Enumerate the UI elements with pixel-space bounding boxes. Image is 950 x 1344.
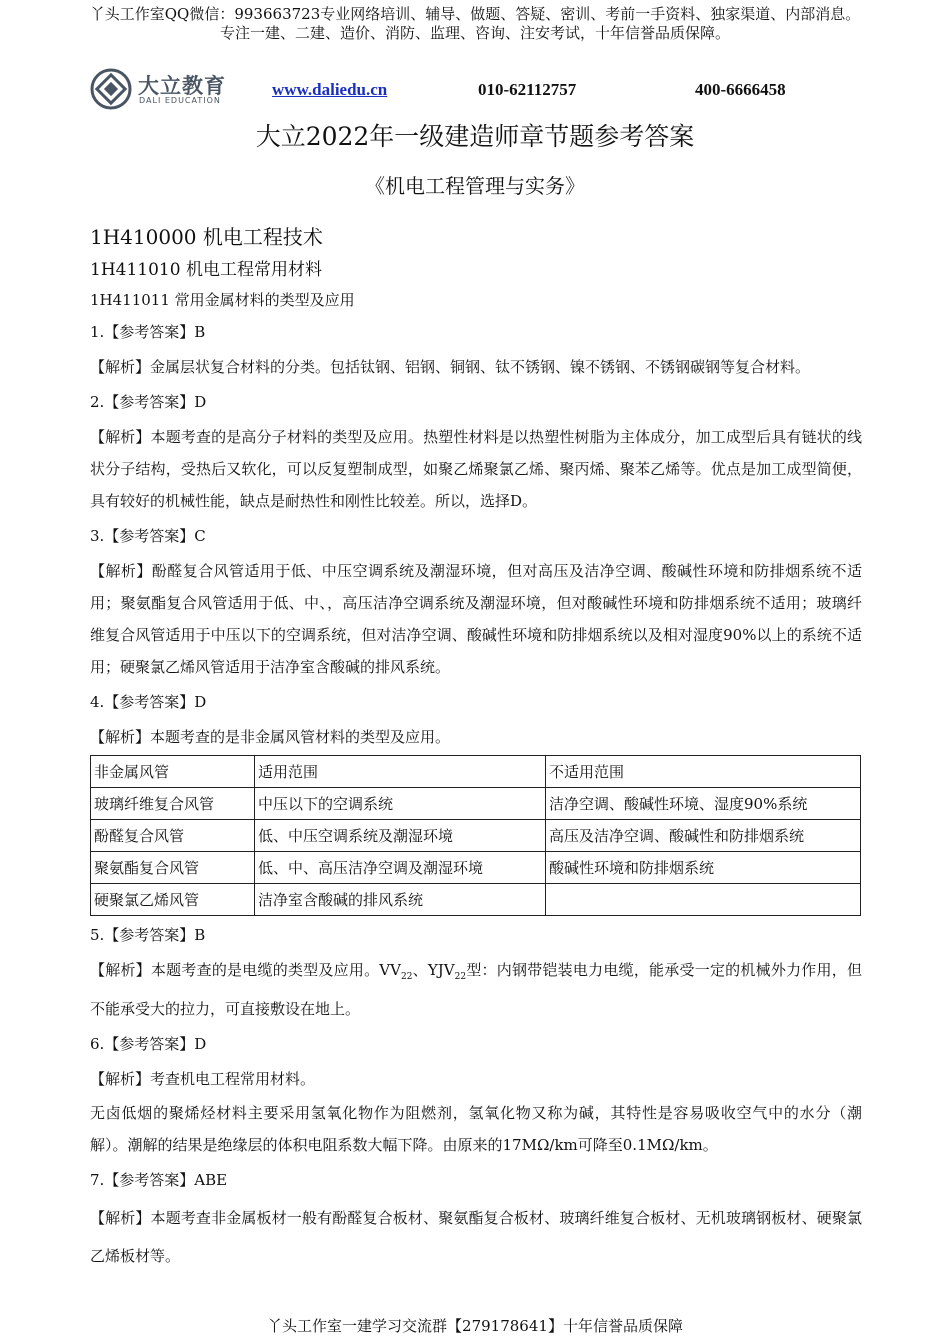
bottom-banner: 丫头工作室一建学习交流群【279178641】十年信誉品质保障 <box>267 1317 683 1335</box>
table-cell: 中压以下的空调系统 <box>255 788 546 820</box>
answer-3: 3.【参考答案】C <box>90 527 206 545</box>
table-cell: 洁净室含酸碱的排风系统 <box>255 884 546 916</box>
answer-4: 4.【参考答案】D <box>90 693 207 711</box>
table-cell: 高压及洁净空调、酸碱性和防排烟系统 <box>546 820 861 852</box>
explanation-3: 【解析】酚醛复合风管适用于低、中压空调系统及潮湿环境，但对高压及洁净空调、酸碱性环境和防排烟系统不适用；聚氨酯复合风管适用于低、中、，高压洁净空调系统及潮湿环境，但对酸碱性环境和防排烟系统不适用；玻璃纤维复合风管适用于中压以下的空调系统，但对洁净空调、酸碱性环境和防排烟系统以及相对湿度90%以上的系统不适用；硬聚氯乙烯风管适用于洁净室含酸碱的排风系统。 <box>90 562 862 676</box>
table-cell: 洁净空调、酸碱性环境、湿度90%系统 <box>546 788 861 820</box>
table-cell: 低、中、高压洁净空调及潮湿环境 <box>255 852 546 884</box>
explanation-4: 【解析】本题考查的是非金属风管材料的类型及应用。 <box>90 728 451 746</box>
duct-material-table <box>90 755 861 916</box>
explanation-2: 【解析】本题考查的是高分子材料的类型及应用。热塑性材料是以热塑性树脂为主体成分，加工成型后具有链状的线状分子结构，受热后又软化，可以反复塑制成型，如聚乙烯聚氯乙烯、聚丙烯、聚苯乙烯等。优点是加工成型简便，具有较好的机械性能，缺点是耐热性和刚性比较差。所以，选择D。 <box>90 428 862 510</box>
table-row <box>91 788 861 820</box>
explanation-6-detail: 无卤低烟的聚烯烃材料主要采用氢氧化物作为阻燃剂，氢氧化物又称为碱，其特性是容易吸收空气中的水分（潮解）。潮解的结果是绝缘层的体积电阻系数大幅下降。由原来的17MΩ/km可降至0.1MΩ/km。 <box>90 1104 862 1154</box>
document-body <box>90 222 862 1281</box>
section-heading-2: 1H411010 机电工程常用材料 <box>90 260 322 280</box>
phone-number-1: 010-62112757 <box>478 80 577 99</box>
table-row <box>91 884 861 916</box>
explanation-1: 【解析】金属层状复合材料的分类。包括钛钢、铝钢、铜钢、钛不锈钢、镍不锈钢、不锈钢碳钢等复合材料。 <box>90 358 811 376</box>
document-title: 大立2022年一级建造师章节题参考答案 <box>255 122 695 151</box>
website-link[interactable]: www.daliedu.cn <box>272 80 388 99</box>
explanation-7: 【解析】本题考查非金属板材一般有酚醛复合板材、聚氨酯复合板材、玻璃纤维复合板材、无机玻璃钢板材、硬聚氯乙烯板材等。 <box>90 1209 862 1265</box>
table-row <box>91 852 861 884</box>
section-heading-1: 1H410000 机电工程技术 <box>90 225 323 249</box>
explanation-5-pre: 【解析】本题考查的是电缆的类型及应用。VV <box>90 961 401 979</box>
table-cell: 酸碱性环境和防排烟系统 <box>546 852 861 884</box>
explanation-5 <box>90 954 862 1025</box>
top-banner-line1: 丫头工作室QQ微信：993663723专业网络培训、辅导、做题、答疑、密训、考前一手资料、独家渠道、内部消息。 <box>89 5 861 23</box>
subscript-22: 22 <box>454 972 467 982</box>
dali-logo <box>90 66 250 114</box>
table-row <box>91 820 861 852</box>
table-header-row <box>91 756 861 788</box>
table-cell <box>546 884 861 916</box>
logo-cn-text: 大立教育 <box>138 74 226 98</box>
logo-en-text: DALI EDUCATION <box>139 96 221 105</box>
answer-2: 2.【参考答案】D <box>90 393 207 411</box>
answer-1: 1.【参考答案】B <box>90 323 206 341</box>
table-cell: 低、中压空调系统及潮湿环境 <box>255 820 546 852</box>
table-cell: 玻璃纤维复合风管 <box>91 788 255 820</box>
table-header-cell: 不适用范围 <box>546 756 861 788</box>
table-header-cell: 适用范围 <box>255 756 546 788</box>
table-cell: 硬聚氯乙烯风管 <box>91 884 255 916</box>
phone-number-2: 400-6666458 <box>695 80 786 99</box>
answer-6: 6.【参考答案】D <box>90 1035 207 1053</box>
explanation-5-post: 型：内钢带铠装电力电缆，能承受一定的机械外力作用，但不能承受大的拉力，可直接敷设在地上。 <box>90 961 862 1018</box>
table-cell: 聚氨酯复合风管 <box>91 852 255 884</box>
table-header-cell: 非金属风管 <box>91 756 255 788</box>
answer-5: 5.【参考答案】B <box>90 926 206 944</box>
explanation-6: 【解析】考查机电工程常用材料。 <box>90 1070 316 1088</box>
subscript-22: 22 <box>400 972 413 982</box>
section-heading-3: 1H411011 常用金属材料的类型及应用 <box>90 291 355 309</box>
top-banner-line2: 专注一建、二建、造价、消防、监理、咨询、注安考试，十年信誉品质保障。 <box>219 24 730 42</box>
explanation-5-mid: 、YJV <box>412 961 455 979</box>
dali-logo-icon <box>90 68 132 110</box>
document-subtitle: 《机电工程管理与实务》 <box>365 174 585 198</box>
table-cell: 酚醛复合风管 <box>91 820 255 852</box>
answer-7: 7.【参考答案】ABE <box>90 1171 228 1189</box>
page-header <box>90 66 870 116</box>
